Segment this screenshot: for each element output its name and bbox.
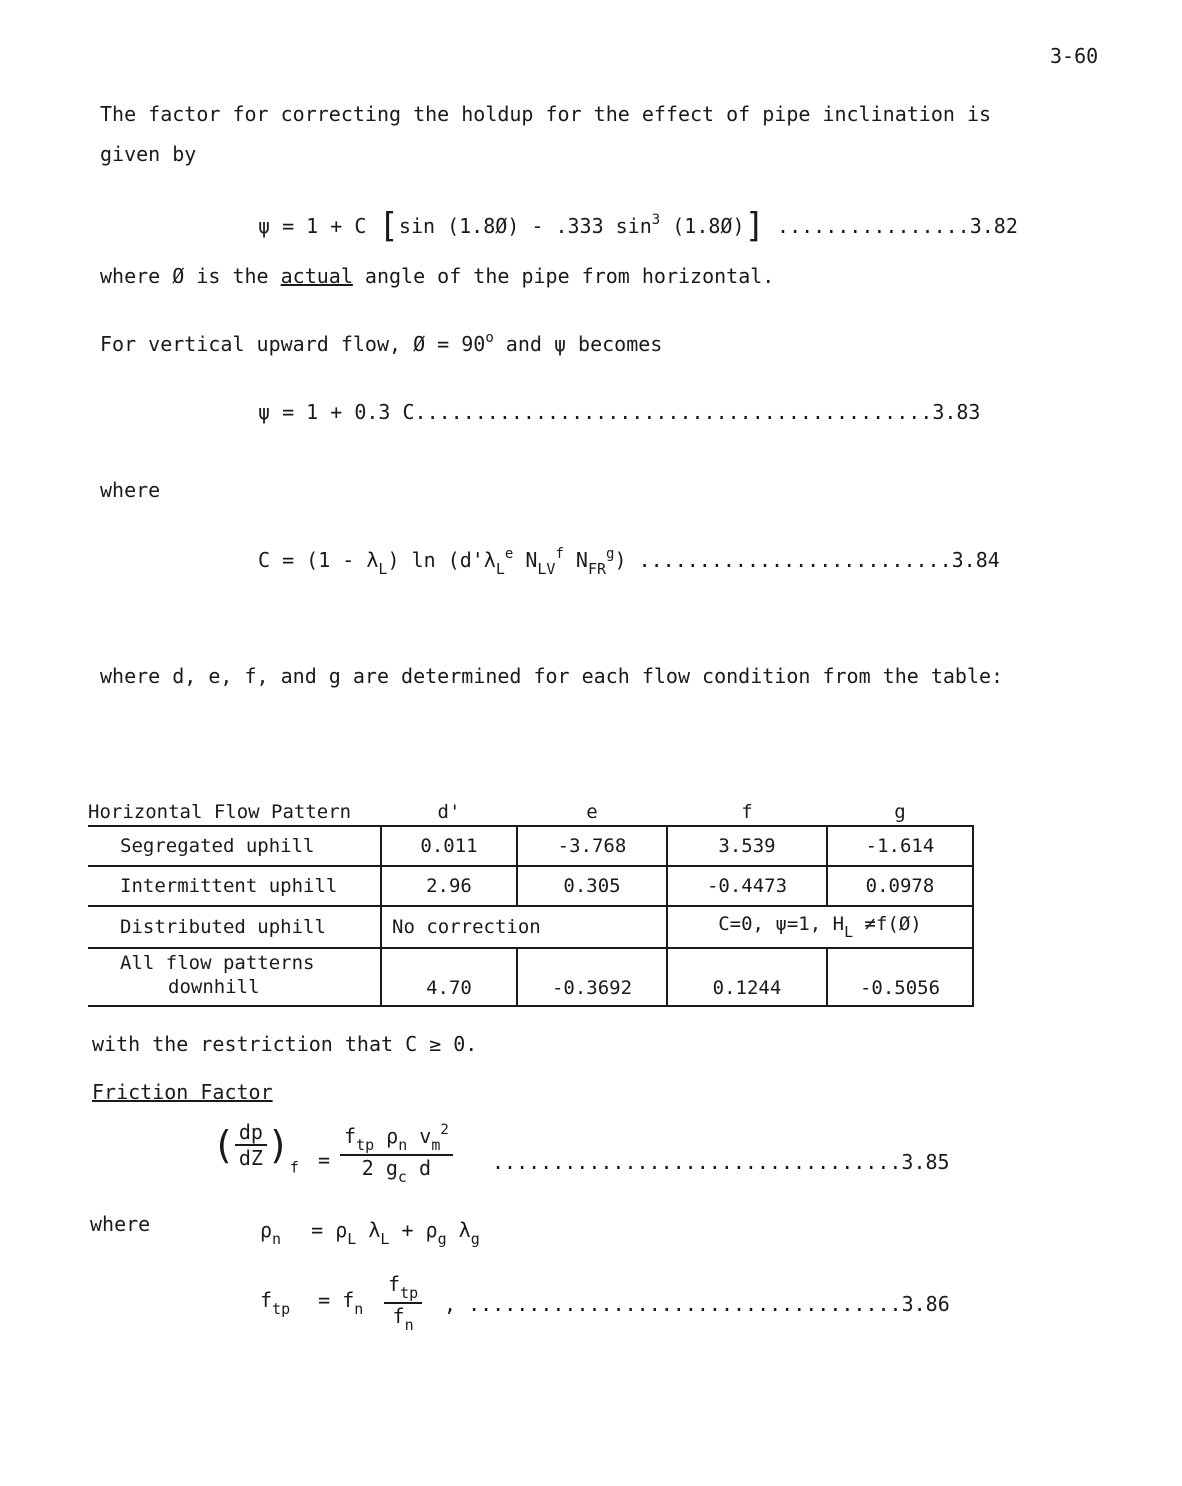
rho-n-definition [260, 1218, 480, 1248]
eq-3-84-sub-l: L [378, 560, 388, 578]
eq-3-86-tail [444, 1292, 950, 1316]
eq-3-84-part-b: ) ln (d'λ [387, 548, 496, 572]
eq-3-84-number: 3.84 [951, 548, 1000, 572]
condition-sub-l: L [844, 923, 854, 941]
fn-denominator [384, 1304, 422, 1334]
eq-3-84-part-e: ) [614, 548, 627, 572]
row-label: Distributed uphill [88, 906, 381, 948]
cell-f: 3.539 [667, 826, 827, 866]
where-phi-text-a: where Ø is the [100, 264, 281, 288]
frac-den-sub: n [404, 1316, 414, 1334]
num-rho-sub: n [398, 1136, 408, 1154]
rhs-fraction [340, 1122, 453, 1186]
distributed-condition-cell [667, 906, 973, 948]
lambda-2: λ [446, 1218, 471, 1242]
den-g-sub: c [397, 1168, 407, 1186]
table-row [88, 948, 973, 1006]
num-f-sub: tp [356, 1136, 375, 1154]
psi-symbol: ψ [258, 400, 271, 424]
header-d: d' [437, 801, 461, 823]
eq-3-82-body-a: sin (1.8Ø) - .333 sin [398, 214, 652, 238]
restriction-line: with the restriction that C ≥ 0. [92, 1032, 478, 1056]
ftp-numerator [384, 1272, 422, 1304]
cell-g: 0.0978 [827, 866, 973, 906]
cell-d: 2.96 [381, 866, 517, 906]
eq-3-84-nfr-sup: g [606, 546, 615, 562]
num-f: f [344, 1124, 357, 1148]
rho-n-lhs-sub: n [272, 1230, 282, 1248]
psi-symbol: ψ [258, 214, 271, 238]
friction-factor-heading: Friction Factor [92, 1080, 273, 1104]
f-tp-lhs: f [260, 1288, 273, 1312]
equation-3-82 [258, 206, 1018, 246]
dp-numerator: dp [235, 1120, 267, 1146]
eq-3-84-part-a: C = (1 - λ [258, 548, 379, 572]
frac-num-f: f [388, 1272, 401, 1296]
condition-text-a: C=0, ψ=1, H [718, 913, 845, 935]
num-v: v [407, 1124, 432, 1148]
eq-3-85-equals: = [318, 1148, 331, 1172]
table-row [88, 866, 973, 906]
f-n-sub: n [354, 1300, 364, 1318]
eq-3-86-dots: .................................... [456, 1292, 902, 1316]
lambda-2-sub: g [470, 1230, 480, 1248]
eq-3-84-part-c: N [513, 548, 538, 572]
cell-e: -3.768 [517, 826, 667, 866]
left-paren: ( [212, 1123, 235, 1167]
eq-3-83-body: = 1 + 0.3 C [270, 400, 415, 424]
lambda-1: λ [356, 1218, 381, 1242]
cell-e: -0.3692 [517, 948, 667, 1006]
equation-3-85-lhs [212, 1120, 299, 1177]
eq-3-86-fraction [384, 1272, 422, 1334]
eq-3-84-nfr-sub: FR [587, 560, 607, 578]
dz-denominator: dZ [238, 1146, 263, 1170]
where-phi-text-b: angle of the pipe from horizontal. [352, 264, 775, 288]
eq-3-84-nlv-sub: LV [537, 560, 556, 578]
cell-g: -1.614 [827, 826, 973, 866]
eq-3-86-lhs [260, 1288, 363, 1318]
den-d: d [406, 1156, 432, 1180]
condition-text-b: ≠f(Ø) [853, 913, 922, 935]
frac-num-sub: tp [400, 1284, 419, 1302]
rho-n-eq: = ρ [299, 1218, 348, 1242]
actual-underlined: actual [280, 264, 353, 288]
eq-3-84-lambda-sup: e [504, 546, 514, 562]
vertical-flow-text-c: becomes [566, 332, 663, 356]
table-row [88, 906, 973, 948]
eq-3-86-eq: = f [306, 1288, 355, 1312]
cell-e: 0.305 [517, 866, 667, 906]
eq-3-86-number: 3.86 [901, 1292, 950, 1316]
equation-3-83 [258, 400, 980, 424]
header-f: f [741, 801, 753, 823]
den-2g: 2 g [361, 1156, 398, 1180]
degree-symbol: o [485, 330, 494, 346]
num-v-sub: m [431, 1136, 441, 1154]
where-label-1: where [100, 478, 161, 502]
right-bracket: ] [744, 206, 765, 246]
rho-n-plus: + ρ [389, 1218, 438, 1242]
table-header-row [88, 795, 973, 826]
row-label: Intermittent uphill [88, 866, 381, 906]
equation-3-84 [258, 546, 1000, 578]
frac-den-f: f [392, 1304, 405, 1328]
ftp-fn-fraction [384, 1272, 422, 1334]
num-rho: ρ [374, 1124, 399, 1148]
intro-line-2: given by [100, 142, 197, 166]
row-label: Segregated uphill [88, 826, 381, 866]
eq-3-82-lhs: = 1 + C [270, 214, 379, 238]
eq-3-82-number: 3.82 [969, 214, 1018, 238]
flow-pattern-table [88, 795, 974, 1007]
header-e: e [586, 801, 598, 823]
rhs-denominator [340, 1156, 453, 1186]
eq-3-84-dots: .......................... [626, 548, 952, 572]
vertical-flow-text-a: For vertical upward flow, Ø = 90 [100, 332, 486, 356]
rho-n-lhs: ρ [260, 1218, 273, 1242]
left-bracket: [ [378, 206, 399, 246]
eq-3-85-number: 3.85 [901, 1150, 950, 1174]
row-label-line-2: downhill [168, 976, 260, 998]
header-flow-pattern: Horizontal Flow Pattern [88, 801, 352, 823]
vertical-flow-text-b: and [493, 332, 554, 356]
eq-3-83-number: 3.83 [932, 400, 981, 424]
num-v-sup: 2 [440, 1122, 449, 1138]
rho-g-sub: g [437, 1230, 447, 1248]
page-number: 3-60 [1050, 44, 1099, 68]
cell-f: 0.1244 [667, 948, 827, 1006]
eq-3-83-dots: ........................................... [414, 400, 933, 424]
header-g: g [894, 801, 906, 823]
cell-g: -0.5056 [827, 948, 973, 1006]
right-paren: ) [266, 1123, 290, 1167]
cell-f: -0.4473 [667, 866, 827, 906]
eq-3-85-tail [492, 1150, 950, 1174]
dp-dz-fraction [235, 1120, 267, 1170]
intro-line-1: The factor for correcting the holdup for the effect of pipe inclination is [100, 102, 992, 126]
eq-3-84-nlv-sup: f [555, 546, 564, 562]
eq-3-82-exponent: 3 [651, 212, 661, 228]
lhs-sub-f: f [289, 1158, 299, 1177]
table-row [88, 826, 973, 866]
eq-3-85-rhs-fraction [340, 1122, 453, 1186]
eq-3-84-lambda-sub: L [495, 560, 505, 578]
no-correction-cell: No correction [381, 906, 667, 948]
table-intro: where d, e, f, and g are determined for each flow condition from the table: [100, 664, 1004, 688]
where-label-2: where [90, 1212, 151, 1236]
cell-d: 4.70 [381, 948, 517, 1006]
rhs-numerator [340, 1122, 453, 1156]
where-phi-line [100, 264, 774, 288]
eq-3-86-comma: , [444, 1292, 457, 1316]
eq-3-84-part-d: N [563, 548, 588, 572]
rho-l-sub: L [347, 1230, 357, 1248]
eq-3-82-body-b: (1.8Ø) [660, 214, 745, 238]
lambda-1-sub: L [380, 1230, 390, 1248]
eq-3-82-dots: ................ [765, 214, 970, 238]
psi-symbol: ψ [553, 332, 567, 356]
vertical-flow-line [100, 330, 662, 356]
row-label [88, 948, 381, 1006]
cell-d: 0.011 [381, 826, 517, 866]
f-tp-lhs-sub: tp [272, 1300, 291, 1318]
row-label-line-1: All flow patterns [120, 952, 315, 974]
eq-3-85-dots: .................................. [492, 1150, 902, 1174]
